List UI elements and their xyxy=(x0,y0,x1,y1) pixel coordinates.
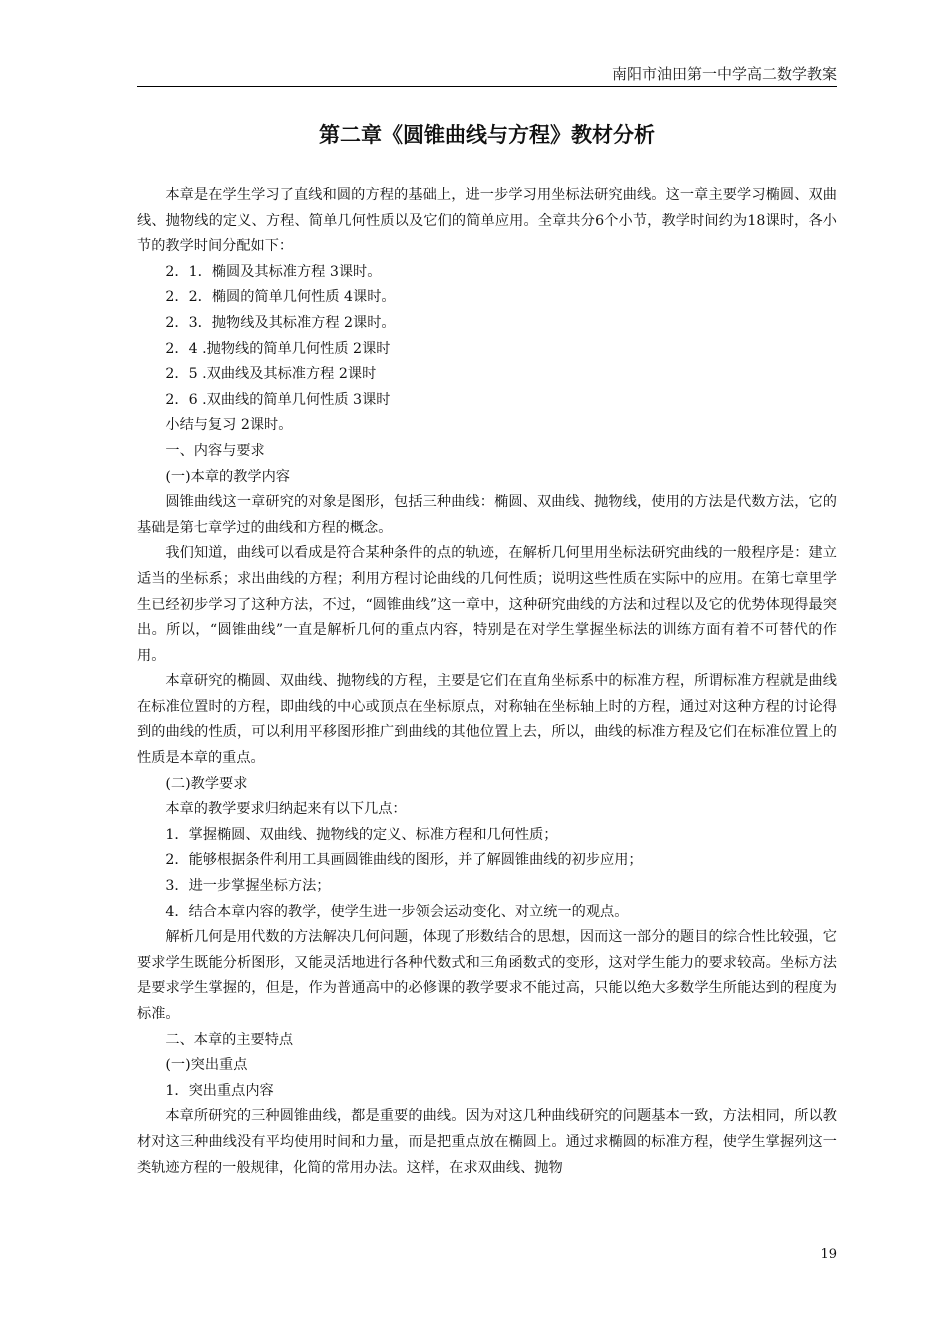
subsection-heading: (一)突出重点 xyxy=(165,1057,248,1074)
page-number: 19 xyxy=(820,1247,837,1262)
subsection-heading: (二)教学要求 xyxy=(165,775,248,792)
list-item: 1．掌握椭圆、双曲线、抛物线的定义、标准方程和几何性质； xyxy=(165,826,558,843)
paragraph: 解析几何是用代数的方法解决几何问题，体现了形数结合的思想，因而这一部分的题目的综合性比较强，它要求学生既能分析图形，又能灵活地进行各种代数式和三角函数式的变形，这对学生能力的要求较高。坐标方法是要求学生掌握的，但是，作为普通高中的必修课的教学要求不能过高，只能以绝大多数学生所能达到的程度为标准。 xyxy=(137,929,837,1022)
section-heading: 二、本章的主要特点 xyxy=(165,1031,294,1048)
paragraph: 2．1．椭圆及其标准方程 3课时。 xyxy=(165,263,382,280)
list-item: 2．能够根据条件利用工具画圆锥曲线的图形，并了解圆锥曲线的初步应用； xyxy=(165,852,643,869)
paragraph: 本章的教学要求归纳起来有以下几点： xyxy=(165,801,407,818)
paragraph: 2．3．抛物线及其标准方程 2课时。 xyxy=(165,314,396,331)
paragraph: 圆锥曲线这一章研究的对象是图形，包括三种曲线：椭圆、双曲线、抛物线，使用的方法是代数方法，它的基础是第七章学过的曲线和方程的概念。 xyxy=(137,494,837,536)
paragraph: 2．4 .抛物线的简单几何性质 2课时 xyxy=(165,340,391,357)
list-item: 4．结合本章内容的教学，使学生进一步领会运动变化、对立统一的观点。 xyxy=(165,903,629,920)
list-item: 3．进一步掌握坐标方法； xyxy=(165,878,331,895)
paragraph: 本章研究的椭圆、双曲线、抛物线的方程，主要是它们在直角坐标系中的标准方程，所谓标准方程就是曲线在标准位置时的方程，即曲线的中心或顶点在坐标原点，对称轴在坐标轴上时的方程，通过对这种方程的讨论得到的曲线的性质，可以利用平移图形推广到曲线的其他位置上去，所以，曲线的标准方程及它们在标准位置上的性质是本章的重点。 xyxy=(137,673,837,767)
paragraph: 2．2．椭圆的简单几何性质 4课时。 xyxy=(165,289,396,306)
paragraph: 2．6 .双曲线的简单几何性质 3课时 xyxy=(165,391,391,408)
paragraph: 本章所研究的三种圆锥曲线，都是重要的曲线。因为对这几种曲线研究的问题基本一致，方法相同，所以教材对这三种曲线没有平均使用时间和力量，而是把重点放在椭圆上。通过求椭圆的标准方程，使学生掌握列这一类轨迹方程的一般规律，化简的常用办法。这样，在求双曲线、抛物 xyxy=(137,1108,837,1176)
paragraph: 本章是在学生学习了直线和圆的方程的基础上，进一步学习用坐标法研究曲线。这一章主要学习椭圆、双曲线、抛物线的定义、方程、简单几何性质以及它们的简单应用。全章共分6个小节，教学时间约为18课时，各小节的教学时间分配如下： xyxy=(137,187,837,255)
header-rule xyxy=(137,86,837,87)
paragraph: 我们知道，曲线可以看成是符合某种条件的点的轨迹，在解析几何里用坐标法研究曲线的一般程序是：建立适当的坐标系；求出曲线的方程；利用方程讨论曲线的几何性质；说明这些性质在实际中的应用。在第七章里学生已经初步学习了这种方法，不过，“圆锥曲线”这一章中，这种研究曲线的方法和过程以及它的优势体现得最突出。所以，“圆锥曲线”一直是解析几何的重点内容，特别是在对学生掌握坐标法的训练方面有着不可替代的作用。 xyxy=(137,545,837,664)
paragraph: 2．5 .双曲线及其标准方程 2课时 xyxy=(165,366,377,383)
subsection-heading: (一)本章的教学内容 xyxy=(165,468,290,485)
page-title: 第二章《圆锥曲线与方程》教材分析 xyxy=(319,122,655,147)
section-heading: 一、内容与要求 xyxy=(165,442,265,459)
list-item: 1．突出重点内容 xyxy=(165,1082,274,1099)
page-header: 南阳市油田第一中学高二数学教案 xyxy=(611,65,837,83)
body-text xyxy=(137,183,837,1181)
paragraph: 小结与复习 2课时。 xyxy=(165,417,293,434)
